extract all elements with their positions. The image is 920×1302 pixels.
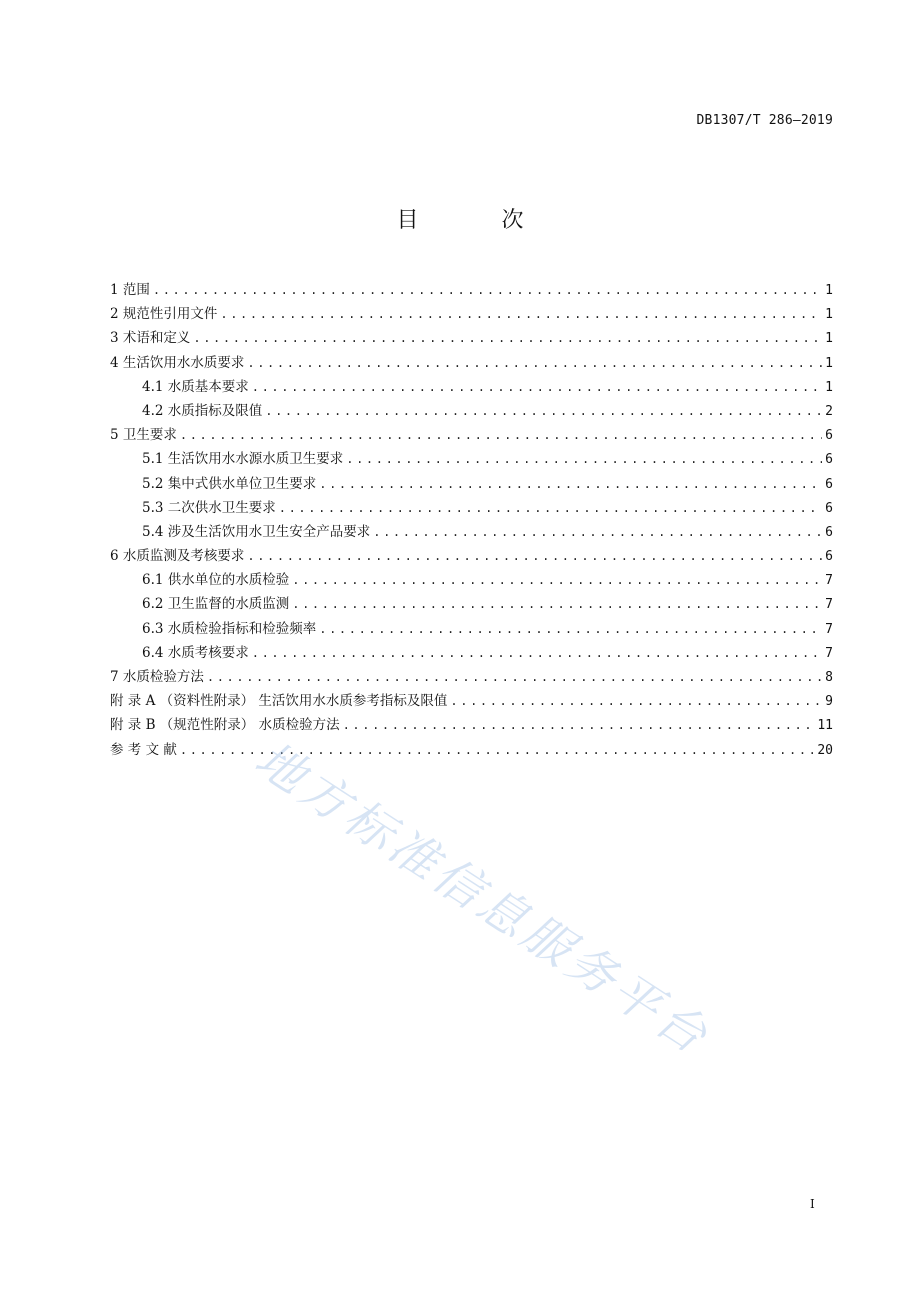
toc-page-number: 1 [825, 379, 833, 395]
toc-page-number: 7 [825, 645, 833, 661]
toc-page-number: 2 [825, 403, 833, 419]
toc-page-number: 7 [825, 621, 833, 637]
toc-leader-dots [319, 622, 822, 636]
toc-entry[interactable] [110, 326, 833, 350]
toc-entry[interactable] [110, 544, 833, 568]
toc-page-number: 7 [825, 597, 833, 613]
toc-subentry[interactable] [110, 447, 833, 471]
toc-page-number: 6 [825, 549, 833, 565]
toc-leader-dots [292, 573, 822, 587]
toc-page-number: 9 [825, 694, 833, 710]
toc-entry-text: 6.2 卫生监督的水质监测 [142, 596, 290, 613]
toc-entry[interactable] [110, 302, 833, 326]
toc-subentry[interactable] [110, 399, 833, 423]
toc-leader-dots [373, 525, 822, 539]
toc-entry-text: 5.1 生活饮用水水源水质卫生要求 [142, 451, 344, 468]
toc-subentry[interactable] [110, 472, 833, 496]
toc-entry-text: 2 规范性引用文件 [110, 306, 218, 323]
toc-entry-text: 6.1 供水单位的水质检验 [142, 572, 290, 589]
toc-leader-dots [292, 597, 822, 611]
toc-subentry[interactable] [110, 641, 833, 665]
toc-entry-text: 5 卫生要求 [110, 427, 177, 444]
toc-subentry[interactable] [110, 617, 833, 641]
toc-page-number: 8 [825, 670, 833, 685]
toc-leader-dots [343, 718, 815, 732]
toc-entry-text: 附 录 B （规范性附录） 水质检验方法 [110, 717, 340, 734]
page-title: 目 次 [396, 208, 562, 233]
document-id: DB1307/T 286—2019 [696, 113, 833, 128]
toc-entry-text: 5.2 集中式供水单位卫生要求 [142, 475, 317, 492]
toc-entry-text: 1 范围 [110, 282, 150, 298]
toc-leader-dots [252, 380, 822, 394]
toc-entry-text: 4 生活饮用水水质要求 [110, 354, 245, 371]
toc-entry-text: 7 水质检验方法 [110, 669, 204, 685]
toc-leader-dots [153, 283, 822, 297]
toc-page-number: 11 [817, 718, 833, 734]
table-of-contents [110, 278, 833, 762]
toc-leader-dots [279, 501, 822, 515]
toc-entry-text: 5.3 二次供水卫生要求 [142, 499, 276, 516]
toc-subentry[interactable] [110, 496, 833, 520]
toc-entry-text: 6 水质监测及考核要求 [110, 548, 245, 565]
toc-page-number: 6 [825, 452, 833, 468]
toc-entry[interactable] [110, 278, 833, 302]
footer-page-number: I [810, 1197, 815, 1211]
toc-leader-dots [207, 670, 822, 684]
toc-entry-appendix-b[interactable] [110, 713, 833, 737]
toc-page-number: 6 [825, 476, 833, 492]
toc-entry[interactable] [110, 423, 833, 447]
toc-entry-text: 3 术语和定义 [110, 330, 191, 347]
toc-leader-dots [247, 549, 822, 563]
toc-entry-text: 5.4 涉及生活饮用水卫生安全产品要求 [142, 523, 371, 540]
toc-leader-dots [180, 428, 822, 442]
toc-entry-text: 4.2 水质指标及限值 [142, 402, 263, 419]
toc-leader-dots [450, 694, 822, 708]
toc-page-number: 6 [825, 524, 833, 540]
toc-subentry[interactable] [110, 520, 833, 544]
toc-leader-dots [252, 646, 822, 660]
toc-page-number: 6 [825, 500, 833, 516]
toc-entry-text: 6.4 水质考核要求 [142, 644, 249, 661]
toc-entry[interactable] [110, 665, 833, 689]
toc-page-number: 1 [825, 283, 833, 298]
watermark: 地方标准信息服务平台 [245, 730, 721, 1067]
toc-subentry[interactable] [110, 568, 833, 592]
toc-leader-dots [265, 404, 822, 418]
toc-leader-dots [319, 477, 822, 491]
toc-entry-text: 参 考 文 献 [110, 741, 177, 758]
toc-page-number: 6 [825, 428, 833, 444]
toc-subentry[interactable] [110, 375, 833, 399]
toc-entry-text: 4.1 水质基本要求 [142, 378, 249, 395]
toc-leader-dots [220, 307, 822, 321]
toc-leader-dots [346, 452, 822, 466]
toc-page-number: 1 [825, 331, 833, 347]
toc-entry-references[interactable] [110, 738, 833, 762]
toc-entry-text: 6.3 水质检验指标和检验频率 [142, 620, 317, 637]
toc-page-number: 1 [825, 307, 833, 323]
toc-page-number: 20 [817, 742, 833, 758]
toc-entry-appendix-a[interactable] [110, 689, 833, 713]
toc-page-number: 1 [825, 355, 833, 371]
toc-leader-dots [193, 331, 822, 345]
toc-leader-dots [180, 743, 814, 757]
toc-leader-dots [247, 356, 822, 370]
toc-entry[interactable] [110, 351, 833, 375]
toc-entry-text: 附 录 A （资料性附录） 生活饮用水水质参考指标及限值 [110, 693, 448, 710]
toc-subentry[interactable] [110, 592, 833, 616]
toc-page-number: 7 [825, 573, 833, 589]
